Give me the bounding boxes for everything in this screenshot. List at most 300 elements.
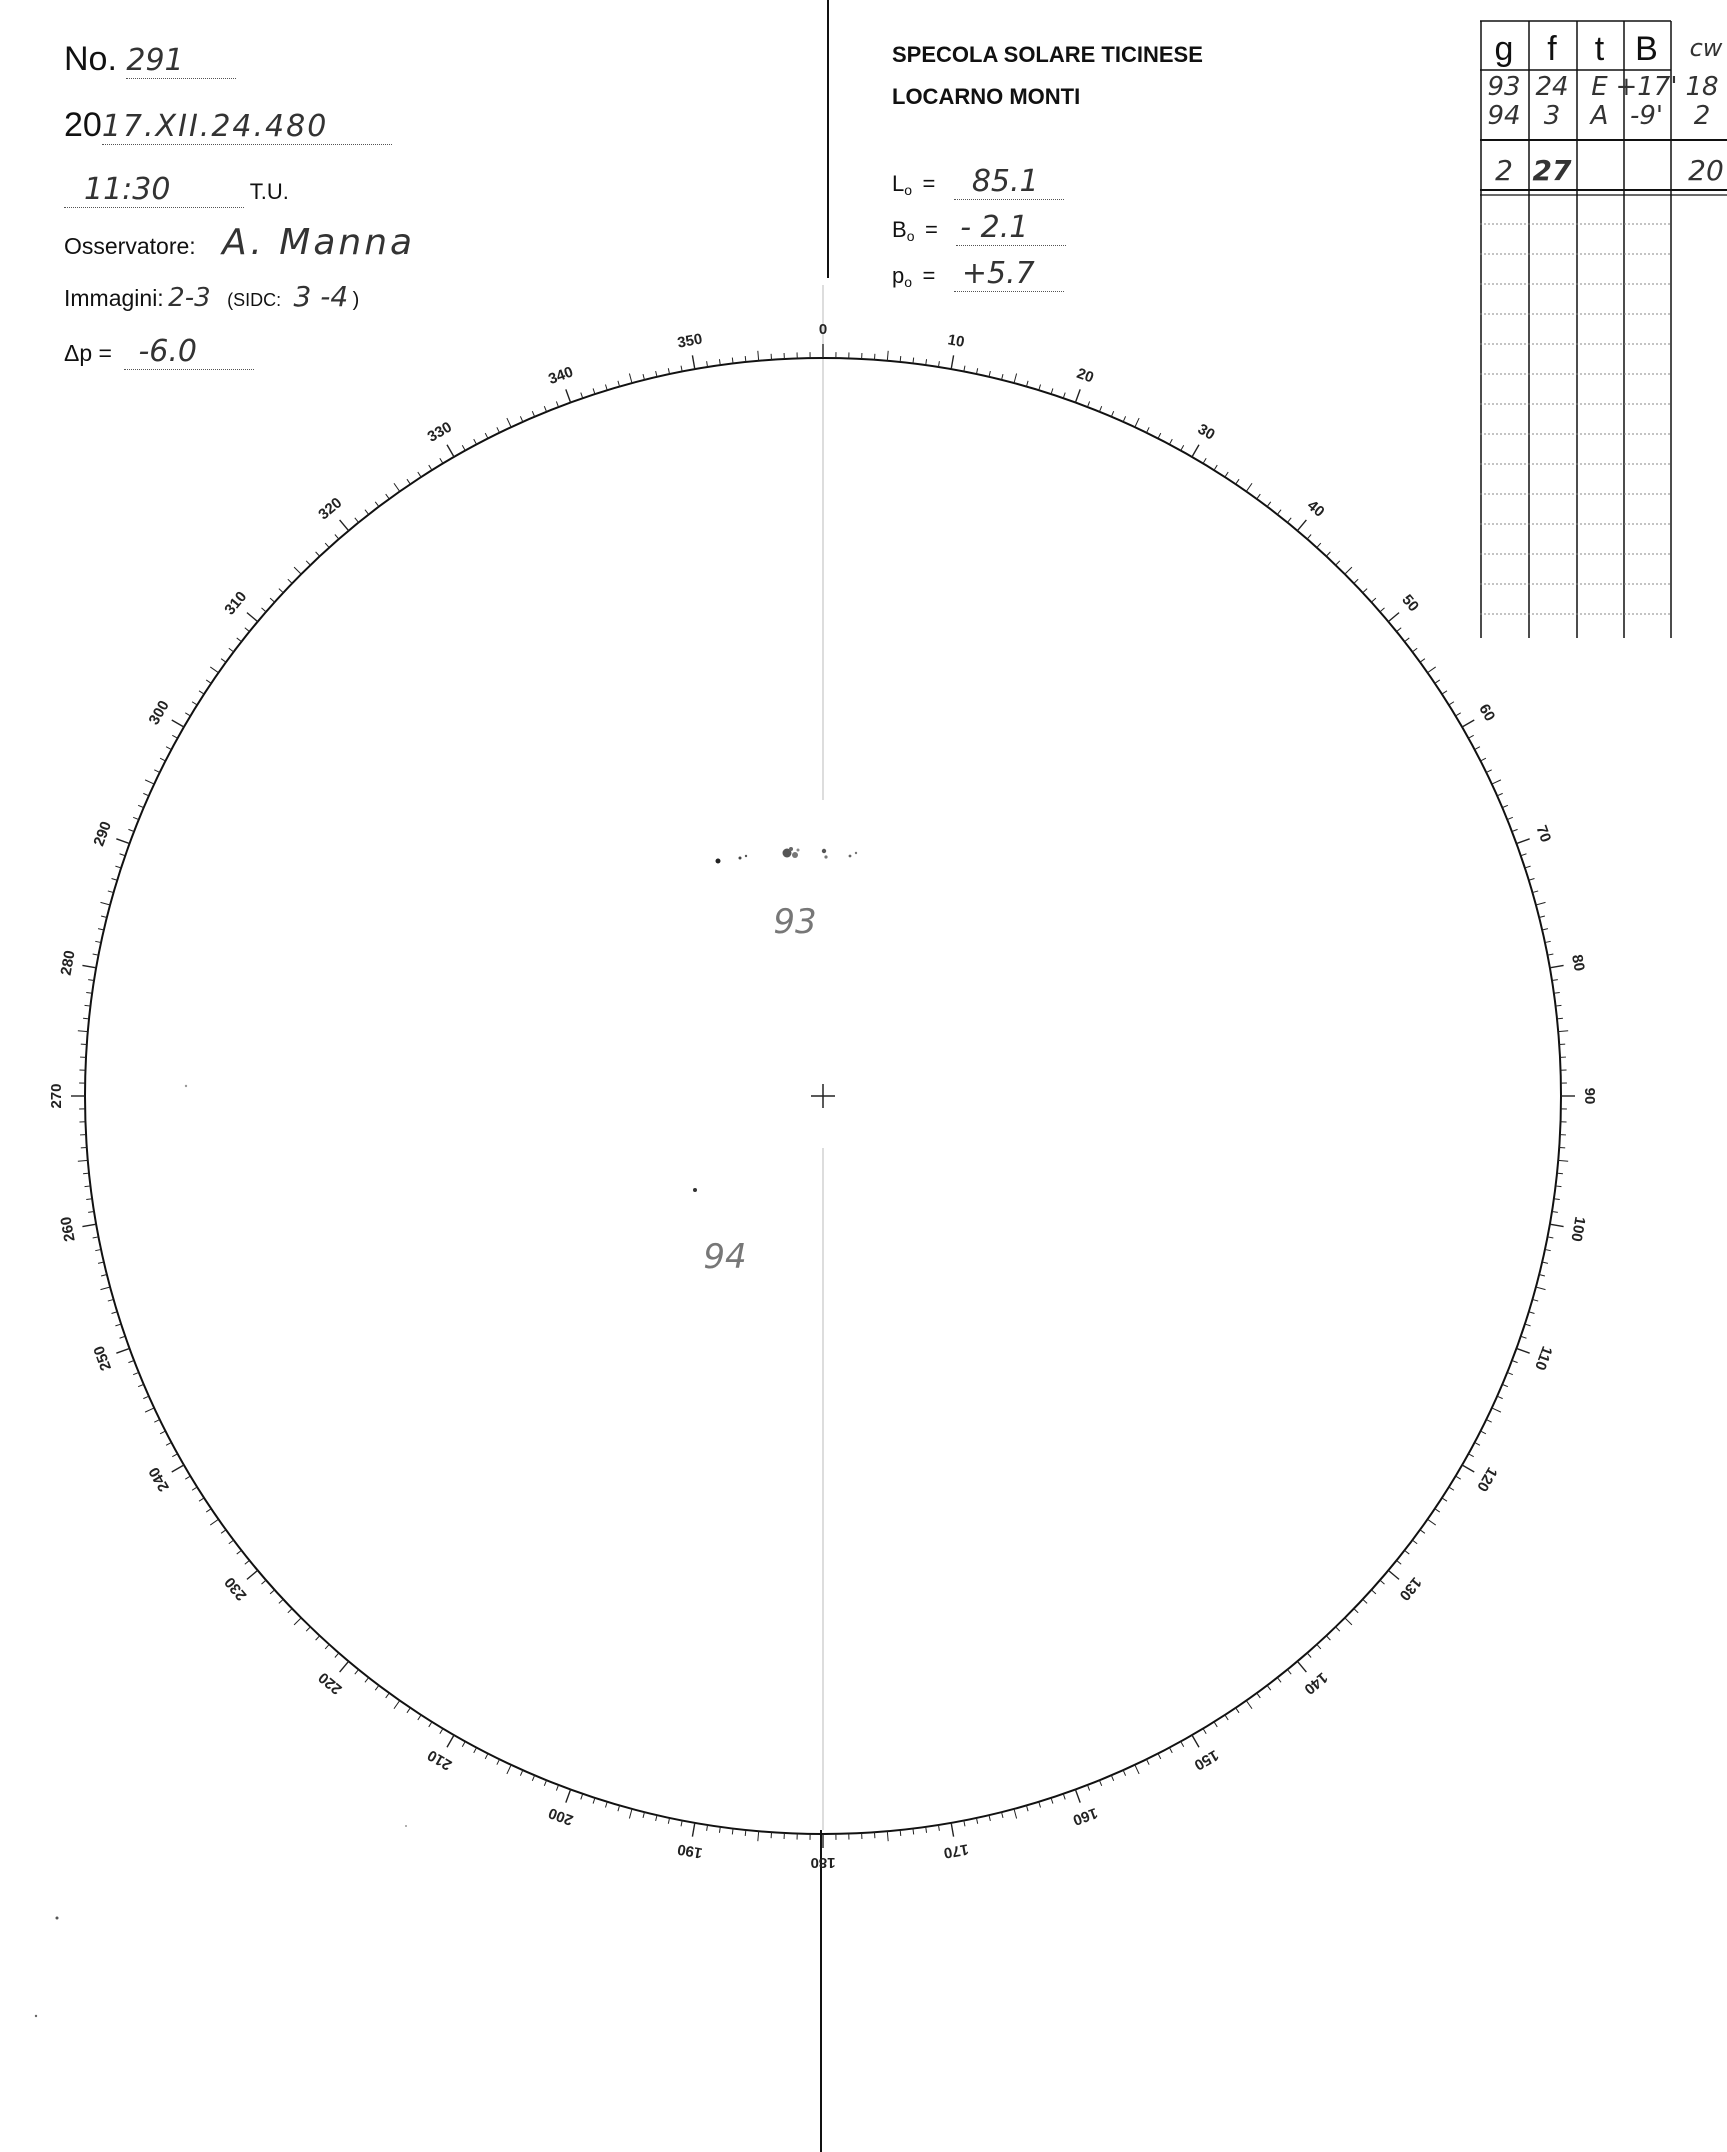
- degree-tick: [1317, 543, 1321, 547]
- degree-tick: [229, 648, 234, 652]
- degree-tick: [1277, 510, 1281, 515]
- degree-tick: [1236, 479, 1239, 484]
- degree-tick: [1326, 552, 1330, 556]
- degree-tick: [964, 366, 965, 372]
- degree-tick: [1412, 648, 1417, 652]
- degree-tick: [1287, 1670, 1291, 1675]
- date-value: 17.XII.24.480: [102, 109, 392, 145]
- degree-tick: [1557, 1018, 1563, 1019]
- degree-tick: [1158, 433, 1161, 438]
- degree-tick: [1099, 406, 1101, 412]
- degree-tick: [1214, 1722, 1217, 1727]
- degree-tick: [1462, 720, 1474, 727]
- degree-tick: [394, 1701, 400, 1709]
- group-label-94: 94: [703, 1237, 747, 1277]
- degree-label: 110: [1531, 1343, 1556, 1373]
- degree-tick: [1539, 916, 1545, 917]
- degree-tick: [172, 1454, 177, 1457]
- degree-tick: [340, 520, 349, 531]
- degree-tick: [199, 1498, 204, 1501]
- degree-tick: [1267, 1685, 1271, 1690]
- degree-label: 0: [818, 320, 828, 338]
- degree-tick: [429, 1722, 432, 1727]
- degree-tick: [1257, 494, 1261, 499]
- degree-tick: [355, 518, 359, 523]
- degree-tick: [581, 1794, 583, 1800]
- degree-tick: [192, 1487, 197, 1490]
- degree-tick: [1039, 1802, 1041, 1808]
- degree-label: 170: [942, 1840, 970, 1862]
- degree-tick: [166, 747, 171, 750]
- degree-tick: [1026, 381, 1028, 387]
- degree-label: 60: [1475, 701, 1499, 725]
- degree-tick: [1442, 1498, 1447, 1501]
- degree-tick: [335, 1653, 339, 1658]
- degree-tick: [1354, 579, 1358, 583]
- degree-tick: [82, 1224, 96, 1226]
- degree-tick: [1397, 628, 1402, 632]
- degree-tick: [1336, 561, 1340, 565]
- degree-tick: [1287, 518, 1291, 523]
- degree-tick: [1075, 389, 1080, 402]
- degree-tick: [1203, 1729, 1206, 1734]
- degree-tick: [1246, 1701, 1252, 1709]
- degree-tick: [294, 567, 301, 574]
- sidc-label: (SIDC:: [227, 290, 282, 310]
- degree-tick: [237, 1550, 242, 1554]
- degree-tick: [1468, 735, 1473, 738]
- degree-tick: [605, 1802, 607, 1808]
- degree-tick: [681, 1820, 682, 1826]
- degree-tick: [247, 1570, 258, 1579]
- degree-tick: [1002, 1812, 1003, 1818]
- degree-tick: [133, 817, 139, 819]
- degree-label: 10: [946, 331, 966, 351]
- degree-tick: [1388, 1570, 1399, 1579]
- degree-tick: [593, 1798, 595, 1804]
- degree-tick: [485, 1754, 488, 1759]
- degree-tick: [643, 374, 644, 380]
- degree-tick: [1412, 1540, 1417, 1544]
- degree-tick: [1542, 1262, 1548, 1263]
- degree-tick: [1363, 1599, 1367, 1603]
- degree-label: 50: [1398, 591, 1423, 616]
- degree-tick: [270, 1590, 274, 1594]
- degree-tick: [556, 1785, 558, 1791]
- degree-tick: [1502, 805, 1508, 807]
- degree-tick: [365, 1678, 369, 1683]
- degree-tick: [1307, 534, 1311, 539]
- degree-tick: [497, 1759, 500, 1764]
- degree-tick: [1507, 817, 1513, 819]
- degree-tick: [1442, 691, 1447, 694]
- degree-tick: [938, 1825, 939, 1831]
- degree-tick: [1246, 483, 1252, 491]
- degree-tick: [78, 1160, 88, 1161]
- degree-tick: [1181, 1741, 1184, 1746]
- table-cell: +17': [1615, 72, 1678, 102]
- degree-tick: [1236, 1708, 1239, 1713]
- degree-tick: [115, 1324, 121, 1326]
- degree-tick: [120, 1336, 126, 1338]
- degree-tick: [1420, 659, 1425, 663]
- degree-tick: [316, 552, 320, 556]
- degree-label: 210: [424, 1746, 455, 1774]
- degree-label: 30: [1194, 420, 1218, 444]
- degree-tick: [1525, 1324, 1531, 1326]
- degree-label: 120: [1473, 1464, 1501, 1495]
- degree-tick: [418, 1715, 421, 1720]
- degree-tick: [1486, 1420, 1491, 1423]
- degree-tick: [335, 534, 339, 539]
- degree-tick: [1507, 1372, 1513, 1374]
- degree-tick: [1449, 702, 1454, 705]
- table-cell: -9': [1629, 101, 1664, 131]
- paper-speck: [185, 1085, 187, 1087]
- degree-label: 350: [676, 330, 704, 352]
- degree-tick: [605, 385, 607, 391]
- lo-equals: =: [922, 171, 936, 196]
- degree-tick: [100, 902, 110, 905]
- degree-tick: [138, 805, 144, 807]
- degree-tick: [101, 1275, 107, 1276]
- degree-tick: [593, 388, 595, 394]
- observer-label: Osservatore:: [64, 233, 196, 259]
- degree-tick: [692, 355, 694, 369]
- degree-tick: [1525, 866, 1531, 868]
- degree-tick: [1063, 1794, 1065, 1800]
- degree-tick: [1536, 902, 1546, 905]
- degree-tick: [306, 561, 310, 565]
- degree-tick: [900, 356, 901, 362]
- degree-tick: [532, 1775, 534, 1781]
- degree-tick: [1552, 1211, 1558, 1212]
- degree-tick: [108, 891, 114, 893]
- degree-label: 270: [47, 1083, 65, 1109]
- degree-tick: [1529, 878, 1535, 880]
- degree-tick: [1462, 1465, 1474, 1472]
- degree-tick: [618, 1805, 620, 1811]
- degree-tick: [758, 351, 759, 361]
- degree-tick: [83, 1173, 89, 1174]
- degree-tick: [1449, 1487, 1454, 1490]
- degree-tick: [938, 361, 939, 367]
- table-cell: 20: [1688, 154, 1724, 187]
- degree-tick: [115, 866, 121, 868]
- dp-label: Δp =: [64, 340, 112, 366]
- degree-tick: [520, 416, 522, 421]
- degree-tick: [355, 1670, 359, 1675]
- degree-tick: [365, 510, 369, 515]
- bo-subscript: o: [906, 228, 915, 245]
- degree-tick: [1354, 1609, 1358, 1613]
- degree-tick: [1536, 1287, 1546, 1290]
- degree-tick: [116, 1348, 129, 1353]
- degree-tick: [1475, 747, 1480, 750]
- po-label: p: [892, 263, 905, 288]
- degree-tick: [629, 373, 632, 383]
- degree-tick: [82, 965, 96, 967]
- degree-tick: [1214, 465, 1217, 470]
- degree-tick: [340, 1661, 349, 1672]
- degree-tick: [1014, 373, 1017, 383]
- degree-tick: [206, 680, 211, 683]
- time-unit: T.U.: [249, 179, 289, 204]
- observatory-location: LOCARNO MONTI: [892, 84, 1081, 109]
- degree-label: 80: [1568, 953, 1588, 973]
- degree-tick: [1380, 608, 1385, 612]
- degree-tick: [1552, 980, 1558, 981]
- degree-tick: [229, 1540, 234, 1544]
- degree-tick: [581, 393, 583, 399]
- degree-tick: [497, 427, 500, 432]
- table-cell: 27: [1532, 154, 1572, 187]
- degree-tick: [145, 1408, 154, 1412]
- degree-tick: [1225, 472, 1228, 477]
- degree-tick: [133, 1372, 139, 1374]
- degree-tick: [1225, 1715, 1228, 1720]
- degree-tick: [128, 829, 134, 831]
- degree-tick: [758, 1831, 759, 1841]
- degree-tick: [1405, 1550, 1410, 1554]
- degree-tick: [1192, 1735, 1199, 1747]
- degree-tick: [643, 1812, 644, 1818]
- table-cell: E: [1591, 72, 1608, 102]
- degree-tick: [1435, 680, 1440, 683]
- degree-tick: [375, 1685, 379, 1690]
- degree-tick: [1039, 385, 1041, 391]
- degree-tick: [745, 356, 746, 362]
- degree-tick: [325, 543, 329, 547]
- degree-tick: [1420, 1530, 1425, 1534]
- degree-tick: [566, 389, 571, 402]
- table-cell: t: [1594, 30, 1605, 68]
- degree-tick: [951, 355, 953, 369]
- degree-tick: [1181, 445, 1184, 450]
- degree-tick: [989, 1815, 990, 1821]
- degree-tick: [1123, 416, 1125, 421]
- degree-tick: [288, 1609, 292, 1613]
- degree-tick: [544, 1780, 546, 1786]
- degree-label: 330: [424, 418, 455, 446]
- degree-tick: [206, 1509, 211, 1512]
- degree-tick: [429, 465, 432, 470]
- degree-tick: [172, 735, 177, 738]
- degree-tick: [1545, 941, 1551, 942]
- degree-tick: [120, 854, 126, 856]
- degree-tick: [1516, 839, 1529, 844]
- degree-tick: [1345, 1618, 1352, 1625]
- degree-tick: [1051, 1798, 1053, 1804]
- table-cell: 2: [1495, 154, 1513, 187]
- degree-tick: [145, 780, 154, 784]
- degree-tick: [160, 1431, 165, 1434]
- degree-tick: [1169, 439, 1172, 444]
- images-label: Immagini:: [64, 285, 164, 311]
- degree-tick: [375, 502, 379, 507]
- degree-label: 200: [546, 1804, 576, 1829]
- degree-tick: [532, 411, 534, 417]
- degree-tick: [1542, 929, 1548, 930]
- degree-tick: [1267, 502, 1271, 507]
- degree-tick: [154, 770, 159, 773]
- degree-tick: [88, 1211, 94, 1212]
- table-cell: 3: [1543, 101, 1561, 131]
- degree-label: 100: [1567, 1215, 1589, 1243]
- degree-tick: [1203, 458, 1206, 463]
- degree-tick: [221, 1530, 226, 1534]
- dp-value: -6.0: [124, 334, 254, 370]
- degree-tick: [128, 1360, 134, 1362]
- degree-tick: [88, 980, 94, 981]
- lo-value: 85.1: [954, 164, 1064, 200]
- degree-tick: [143, 793, 148, 795]
- degree-tick: [1388, 613, 1399, 622]
- po-subscript: o: [904, 274, 913, 291]
- degree-tick: [185, 713, 190, 716]
- degree-tick: [964, 1820, 965, 1826]
- degree-tick: [1428, 1519, 1436, 1525]
- number-value: 291: [126, 43, 236, 79]
- degree-tick: [154, 1420, 159, 1423]
- degree-tick: [143, 1396, 148, 1398]
- sidc-close: ): [352, 289, 360, 311]
- degree-label: 70: [1532, 823, 1555, 845]
- table-cell: 2: [1693, 101, 1711, 131]
- sidc-value: 3 -4: [293, 280, 349, 313]
- degree-tick: [707, 361, 708, 367]
- bo-value: - 2.1: [956, 210, 1066, 246]
- degree-tick: [1497, 1396, 1502, 1398]
- degree-label: 280: [57, 949, 79, 977]
- degree-tick: [245, 628, 250, 632]
- sunspot-group-94: [693, 1188, 697, 1192]
- po-value: +5.7: [954, 256, 1064, 292]
- degree-tick: [1456, 713, 1461, 716]
- degree-tick: [887, 1831, 888, 1841]
- po-equals: =: [922, 263, 936, 288]
- degree-tick: [1468, 1454, 1473, 1457]
- degree-tick: [1371, 1590, 1375, 1594]
- degree-tick: [1492, 1408, 1501, 1412]
- observer-value: A. Manna: [222, 222, 416, 263]
- lo-label: L: [892, 171, 905, 196]
- bo-label: B: [892, 217, 907, 242]
- degree-tick: [1099, 1780, 1101, 1786]
- degree-tick: [210, 667, 218, 673]
- degree-tick: [1111, 411, 1113, 417]
- degree-label: 260: [57, 1215, 79, 1243]
- degree-tick: [1532, 1299, 1538, 1301]
- degree-tick: [1147, 427, 1150, 432]
- observatory-name: SPECOLA SOLARE TICINESE: [892, 42, 1203, 67]
- number-label: No.: [64, 40, 117, 78]
- degree-tick: [707, 1825, 708, 1831]
- degree-tick: [172, 1465, 184, 1472]
- degree-tick: [1512, 1360, 1518, 1362]
- degree-tick: [1516, 1348, 1529, 1353]
- degree-tick: [1557, 1173, 1563, 1174]
- degree-tick: [1345, 567, 1352, 574]
- degree-label: 180: [810, 1854, 836, 1872]
- degree-tick: [1492, 780, 1501, 784]
- degree-tick: [1169, 1748, 1172, 1753]
- degree-tick: [1135, 1765, 1139, 1774]
- degree-tick: [306, 1627, 310, 1631]
- degree-tick: [261, 608, 266, 612]
- year-prefix: 20: [64, 106, 102, 144]
- degree-tick: [394, 483, 400, 491]
- degree-label: 250: [90, 1343, 115, 1373]
- degree-label: 90: [1581, 1087, 1599, 1105]
- degree-tick: [407, 1708, 410, 1713]
- table-cell: f: [1547, 30, 1557, 68]
- paper-speck: [56, 1917, 59, 1920]
- degree-tick: [989, 371, 990, 377]
- degree-tick: [1547, 954, 1553, 955]
- degree-tick: [288, 579, 292, 583]
- degree-tick: [95, 1249, 101, 1250]
- center-cross: [811, 1084, 835, 1108]
- degree-tick: [1497, 793, 1502, 795]
- degree-tick: [1558, 1031, 1568, 1032]
- degree-label: 40: [1303, 496, 1328, 521]
- degree-tick: [656, 1815, 657, 1821]
- degree-label: 310: [221, 588, 251, 619]
- degree-tick: [1486, 770, 1491, 773]
- degree-tick: [279, 1599, 283, 1603]
- degree-tick: [116, 839, 129, 844]
- degree-tick: [681, 366, 682, 372]
- degree-tick: [1547, 1237, 1553, 1238]
- degree-tick: [1363, 589, 1367, 593]
- degree-tick: [1277, 1678, 1281, 1683]
- degree-tick: [1405, 638, 1410, 642]
- time-value: 11:30: [64, 172, 244, 208]
- degree-tick: [1550, 1224, 1564, 1226]
- degree-tick: [556, 401, 558, 407]
- degree-label: 190: [676, 1840, 704, 1862]
- table-cell: g: [1494, 30, 1514, 68]
- degree-tick: [279, 589, 283, 593]
- degree-tick: [1521, 1336, 1527, 1338]
- degree-tick: [221, 659, 226, 663]
- degree-tick: [1512, 829, 1518, 831]
- degree-tick: [656, 371, 657, 377]
- degree-tick: [98, 929, 104, 930]
- degree-tick: [245, 1560, 250, 1564]
- degree-label: 290: [90, 819, 115, 849]
- degree-tick: [745, 1830, 746, 1836]
- degree-tick: [520, 1770, 522, 1775]
- degree-tick: [1558, 1160, 1568, 1161]
- table-cell: A: [1590, 101, 1609, 131]
- degree-tick: [692, 1823, 694, 1837]
- degree-tick: [1111, 1775, 1113, 1781]
- degree-label: 220: [315, 1668, 346, 1698]
- degree-tick: [1317, 1644, 1321, 1648]
- degree-label: 160: [1070, 1804, 1100, 1829]
- degree-tick: [462, 445, 465, 450]
- degree-tick: [1545, 1249, 1551, 1250]
- degree-tick: [294, 1618, 301, 1625]
- degree-tick: [1135, 418, 1139, 427]
- degree-tick: [407, 479, 410, 484]
- degree-tick: [887, 351, 888, 361]
- lo-subscript: o: [904, 182, 913, 199]
- degree-tick: [474, 439, 477, 444]
- degree-tick: [1502, 1384, 1508, 1386]
